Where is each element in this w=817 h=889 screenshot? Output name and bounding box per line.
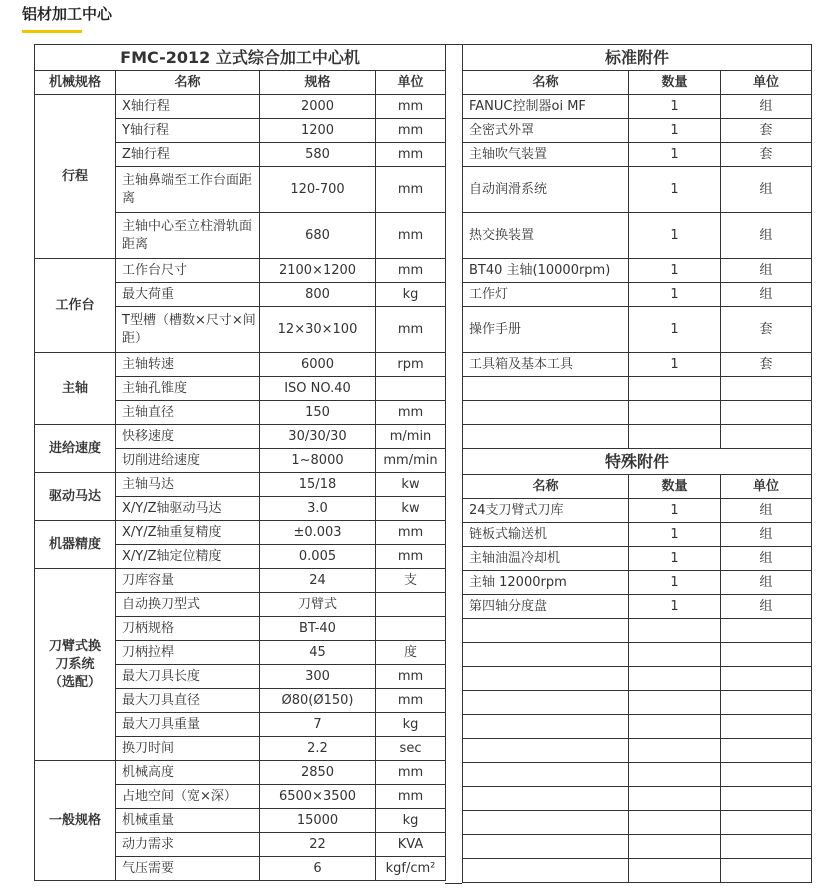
- empty-cell: [721, 763, 812, 787]
- item-unit: mm: [376, 307, 446, 353]
- category-cell: 刀臂式换刀系统（选配）: [35, 569, 116, 761]
- accessory-qty: 1: [629, 283, 721, 307]
- item-name: 切削进给速度: [116, 449, 260, 473]
- item-unit: 度: [376, 641, 446, 665]
- item-unit: kgf/cm²: [376, 857, 446, 881]
- empty-row: [463, 715, 812, 739]
- item-name: 工作台尺寸: [116, 259, 260, 283]
- item-spec: 6: [260, 857, 376, 881]
- accessory-qty: 1: [629, 213, 721, 259]
- empty-cell: [629, 619, 721, 643]
- accessory-qty: 1: [629, 523, 721, 547]
- empty-cell: [629, 425, 721, 449]
- accessory-qty: 1: [629, 353, 721, 377]
- table-row: [35, 259, 446, 283]
- accessory-qty: 1: [629, 143, 721, 167]
- item-spec: 刀臂式: [260, 593, 376, 617]
- accessory-qty: 1: [629, 571, 721, 595]
- accessory-name: 全密式外罩: [463, 119, 629, 143]
- item-name: 换刀时间: [116, 737, 260, 761]
- accessory-name: 自动润滑系统: [463, 167, 629, 213]
- item-unit: mm: [376, 119, 446, 143]
- item-unit: kg: [376, 809, 446, 833]
- accessory-unit: 套: [721, 353, 812, 377]
- item-spec: ISO NO.40: [260, 377, 376, 401]
- accessory-name: BT40 主轴(10000rpm): [463, 259, 629, 283]
- table-row: [463, 119, 812, 143]
- empty-cell: [629, 643, 721, 667]
- item-name: Z轴行程: [116, 143, 260, 167]
- item-spec: 22: [260, 833, 376, 857]
- accessory-name: 热交换装置: [463, 213, 629, 259]
- empty-cell: [721, 739, 812, 763]
- table-row: [463, 307, 812, 353]
- item-spec: 680: [260, 213, 376, 259]
- item-spec: 30/30/30: [260, 425, 376, 449]
- item-name: Y轴行程: [116, 119, 260, 143]
- table-row: [463, 259, 812, 283]
- item-unit: mm: [376, 259, 446, 283]
- empty-cell: [463, 667, 629, 691]
- item-spec: 120-700: [260, 167, 376, 213]
- item-unit: KVA: [376, 833, 446, 857]
- item-name: 占地空间（宽×深）: [116, 785, 260, 809]
- title-underline: [22, 30, 82, 33]
- empty-cell: [721, 811, 812, 835]
- empty-cell: [721, 667, 812, 691]
- item-name: 主轴鼻端至工作台面距离: [116, 167, 260, 213]
- item-unit: mm/min: [376, 449, 446, 473]
- title-row: [35, 45, 446, 71]
- item-spec: 3.0: [260, 497, 376, 521]
- accessory-unit: 套: [721, 119, 812, 143]
- page-title: 铝材加工中心: [22, 5, 113, 23]
- empty-cell: [721, 619, 812, 643]
- empty-cell: [463, 787, 629, 811]
- accessory-name: FANUC控制器oi MF: [463, 95, 629, 119]
- item-unit: mm: [376, 167, 446, 213]
- item-name: 最大刀具长度: [116, 665, 260, 689]
- item-unit: mm: [376, 785, 446, 809]
- empty-cell: [629, 739, 721, 763]
- accessory-name: 主轴吹气装置: [463, 143, 629, 167]
- table-row: [35, 353, 446, 377]
- item-name: 机械重量: [116, 809, 260, 833]
- item-name: X/Y/Z轴驱动马达: [116, 497, 260, 521]
- accessory-qty: 1: [629, 499, 721, 523]
- table-row: [463, 523, 812, 547]
- name-header: 名称: [463, 475, 629, 499]
- item-name: 机械高度: [116, 761, 260, 785]
- empty-cell: [463, 859, 629, 883]
- table-row: [463, 499, 812, 523]
- item-unit: rpm: [376, 353, 446, 377]
- item-spec: Ø80(Ø150): [260, 689, 376, 713]
- item-unit: kw: [376, 497, 446, 521]
- item-spec: 1~8000: [260, 449, 376, 473]
- item-name: 刀库容量: [116, 569, 260, 593]
- empty-cell: [463, 739, 629, 763]
- item-name: 快移速度: [116, 425, 260, 449]
- category-cell: 行程: [35, 95, 116, 259]
- item-unit: [376, 617, 446, 641]
- item-name: 主轴直径: [116, 401, 260, 425]
- table-row: [35, 425, 446, 449]
- empty-cell: [629, 401, 721, 425]
- empty-cell: [463, 425, 629, 449]
- empty-cell: [463, 835, 629, 859]
- empty-cell: [721, 715, 812, 739]
- empty-cell: [463, 401, 629, 425]
- item-name: 最大刀具重量: [116, 713, 260, 737]
- accessory-unit: 组: [721, 571, 812, 595]
- standard-header-row: [463, 71, 812, 95]
- accessory-name: 主轴 12000rpm: [463, 571, 629, 595]
- special-title-row: [463, 449, 812, 475]
- accessory-name: 主轴油温冷却机: [463, 547, 629, 571]
- table-row: [463, 547, 812, 571]
- item-name: 最大荷重: [116, 283, 260, 307]
- accessory-qty: 1: [629, 595, 721, 619]
- table-row: [463, 571, 812, 595]
- item-spec: 300: [260, 665, 376, 689]
- empty-cell: [629, 377, 721, 401]
- accessory-name: 工具箱及基本工具: [463, 353, 629, 377]
- item-spec: 45: [260, 641, 376, 665]
- item-name: 主轴孔锥度: [116, 377, 260, 401]
- item-unit: mm: [376, 143, 446, 167]
- empty-cell: [721, 425, 812, 449]
- accessory-unit: 套: [721, 307, 812, 353]
- empty-row: [463, 739, 812, 763]
- category-header: 机械规格: [35, 71, 116, 95]
- empty-row: [463, 691, 812, 715]
- item-unit: kg: [376, 283, 446, 307]
- empty-row: [463, 643, 812, 667]
- accessory-unit: 组: [721, 167, 812, 213]
- item-name: 最大刀具直径: [116, 689, 260, 713]
- accessory-unit: 组: [721, 259, 812, 283]
- table-row: [35, 473, 446, 497]
- item-unit: [376, 593, 446, 617]
- empty-cell: [721, 787, 812, 811]
- item-spec: 6500×3500: [260, 785, 376, 809]
- item-unit: mm: [376, 689, 446, 713]
- item-spec: 150: [260, 401, 376, 425]
- item-spec: 12×30×100: [260, 307, 376, 353]
- item-spec: BT-40: [260, 617, 376, 641]
- accessory-unit: 组: [721, 95, 812, 119]
- empty-cell: [629, 859, 721, 883]
- standard-accessories-title: 标准附件: [463, 45, 812, 71]
- spec-header: 规格: [260, 71, 376, 95]
- item-unit: kg: [376, 713, 446, 737]
- spec-table-title: FMC-2012 立式综合加工中心机: [35, 45, 446, 71]
- accessory-qty: 1: [629, 307, 721, 353]
- empty-cell: [721, 643, 812, 667]
- item-unit: mm: [376, 761, 446, 785]
- item-spec: 2.2: [260, 737, 376, 761]
- table-row: [463, 143, 812, 167]
- empty-cell: [629, 667, 721, 691]
- unit-header: 单位: [721, 475, 812, 499]
- item-unit: 支: [376, 569, 446, 593]
- table-row: [463, 283, 812, 307]
- empty-cell: [463, 811, 629, 835]
- accessory-qty: 1: [629, 95, 721, 119]
- item-spec: ±0.003: [260, 521, 376, 545]
- item-name: 动力需求: [116, 833, 260, 857]
- accessory-name: 链板式输送机: [463, 523, 629, 547]
- empty-row: [463, 811, 812, 835]
- item-name: 主轴马达: [116, 473, 260, 497]
- empty-cell: [721, 401, 812, 425]
- item-spec: 15/18: [260, 473, 376, 497]
- empty-cell: [463, 763, 629, 787]
- item-name: X/Y/Z轴定位精度: [116, 545, 260, 569]
- item-spec: 2000: [260, 95, 376, 119]
- accessory-qty: 1: [629, 547, 721, 571]
- category-cell: 机器精度: [35, 521, 116, 569]
- table-row: [35, 761, 446, 785]
- special-accessories-title: 特殊附件: [463, 449, 812, 475]
- item-unit: mm: [376, 665, 446, 689]
- item-unit: mm: [376, 521, 446, 545]
- empty-cell: [721, 835, 812, 859]
- empty-row: [463, 835, 812, 859]
- table-row: [35, 95, 446, 119]
- empty-cell: [629, 763, 721, 787]
- item-unit: sec: [376, 737, 446, 761]
- item-unit: m/min: [376, 425, 446, 449]
- empty-cell: [721, 691, 812, 715]
- qty-header: 数量: [629, 71, 721, 95]
- table-row: [35, 521, 446, 545]
- empty-cell: [629, 835, 721, 859]
- accessory-unit: 组: [721, 283, 812, 307]
- table-row: [463, 595, 812, 619]
- table-row: [463, 95, 812, 119]
- item-name: X/Y/Z轴重复精度: [116, 521, 260, 545]
- item-name: 自动换刀型式: [116, 593, 260, 617]
- item-name: 主轴转速: [116, 353, 260, 377]
- empty-cell: [629, 715, 721, 739]
- unit-header: 单位: [376, 71, 446, 95]
- accessory-name: 24支刀臂式刀库: [463, 499, 629, 523]
- item-name: 刀柄规格: [116, 617, 260, 641]
- item-spec: 800: [260, 283, 376, 307]
- table-row: [463, 167, 812, 213]
- empty-cell: [463, 619, 629, 643]
- unit-header: 单位: [721, 71, 812, 95]
- accessory-name: 操作手册: [463, 307, 629, 353]
- category-cell: 工作台: [35, 259, 116, 353]
- item-unit: [376, 377, 446, 401]
- table-row: [35, 569, 446, 593]
- item-name: 气压需要: [116, 857, 260, 881]
- category-cell: 一般规格: [35, 761, 116, 881]
- item-spec: 7: [260, 713, 376, 737]
- accessory-unit: 组: [721, 523, 812, 547]
- qty-header: 数量: [629, 475, 721, 499]
- category-cell: 驱动马达: [35, 473, 116, 521]
- accessory-qty: 1: [629, 167, 721, 213]
- empty-row: [463, 763, 812, 787]
- table-row: [463, 213, 812, 259]
- spec-table: [34, 44, 446, 881]
- empty-row: [463, 425, 812, 449]
- table-row: [463, 353, 812, 377]
- empty-row: [463, 787, 812, 811]
- item-name: 刀柄拉桿: [116, 641, 260, 665]
- empty-row: [463, 619, 812, 643]
- category-cell: 进给速度: [35, 425, 116, 473]
- empty-row: [463, 401, 812, 425]
- item-spec: 1200: [260, 119, 376, 143]
- empty-cell: [721, 377, 812, 401]
- accessory-qty: 1: [629, 119, 721, 143]
- standard-title-row: [463, 45, 812, 71]
- item-unit: mm: [376, 213, 446, 259]
- special-header-row: [463, 475, 812, 499]
- item-spec: 24: [260, 569, 376, 593]
- item-spec: 6000: [260, 353, 376, 377]
- item-unit: mm: [376, 545, 446, 569]
- accessory-name: 第四轴分度盘: [463, 595, 629, 619]
- item-spec: 0.005: [260, 545, 376, 569]
- empty-cell: [463, 715, 629, 739]
- accessory-name: 工作灯: [463, 283, 629, 307]
- name-header: 名称: [463, 71, 629, 95]
- item-spec: 580: [260, 143, 376, 167]
- empty-cell: [629, 811, 721, 835]
- accessory-unit: 套: [721, 143, 812, 167]
- header-row: [35, 71, 446, 95]
- item-name: X轴行程: [116, 95, 260, 119]
- accessory-unit: 组: [721, 547, 812, 571]
- empty-cell: [721, 859, 812, 883]
- item-spec: 2100×1200: [260, 259, 376, 283]
- item-name: T型槽（槽数×尺寸×间距）: [116, 307, 260, 353]
- accessory-unit: 组: [721, 213, 812, 259]
- table-gap: [445, 44, 462, 884]
- accessory-qty: 1: [629, 259, 721, 283]
- empty-cell: [463, 377, 629, 401]
- accessory-unit: 组: [721, 595, 812, 619]
- item-unit: mm: [376, 95, 446, 119]
- empty-cell: [463, 691, 629, 715]
- item-spec: 2850: [260, 761, 376, 785]
- empty-cell: [463, 643, 629, 667]
- empty-cell: [629, 787, 721, 811]
- empty-row: [463, 377, 812, 401]
- empty-row: [463, 667, 812, 691]
- item-unit: kw: [376, 473, 446, 497]
- empty-cell: [629, 691, 721, 715]
- accessories-table: [462, 44, 812, 883]
- item-name: 主轴中心至立柱滑轨面距离: [116, 213, 260, 259]
- item-spec: 15000: [260, 809, 376, 833]
- category-cell: 主轴: [35, 353, 116, 425]
- item-unit: mm: [376, 401, 446, 425]
- empty-row: [463, 859, 812, 883]
- accessory-unit: 组: [721, 499, 812, 523]
- name-header: 名称: [116, 71, 260, 95]
